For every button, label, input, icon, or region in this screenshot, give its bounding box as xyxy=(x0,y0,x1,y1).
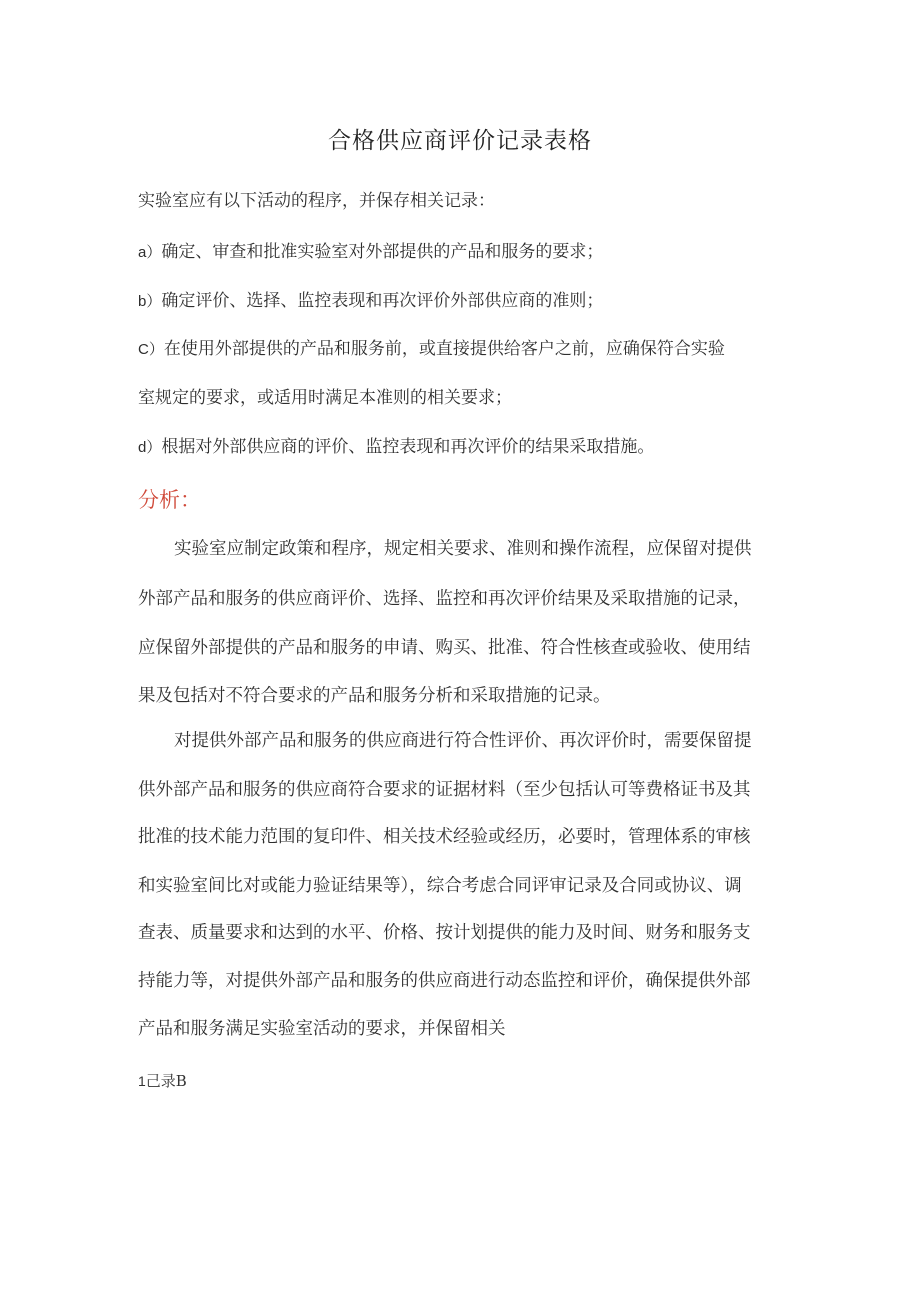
list-item-a xyxy=(138,237,603,262)
paragraph-line: 外部产品和服务的供应商评价、选择、监控和再次评价结果及采取措施的记录， xyxy=(138,589,751,609)
list-item-prefix: d） xyxy=(138,439,162,456)
list-item-text: 根据对外部供应商的评价、监控表现和再次评价的结果采取措施。 xyxy=(161,437,655,457)
paragraph-line: 实验室应制定政策和程序，规定相关要求、准则和操作流程，应保留对提供 xyxy=(174,539,752,559)
list-item-prefix: b） xyxy=(138,293,162,310)
list-item-c-continued xyxy=(138,383,512,408)
footnote-number: 1 xyxy=(138,1073,146,1089)
list-item-b xyxy=(138,286,603,311)
list-item-text: 确定、审查和批准实验室对外部提供的产品和服务的要求； xyxy=(161,242,604,262)
document-title: 合格供应商评价记录表格 xyxy=(328,128,592,154)
intro-text: 实验室应有以下活动的程序，并保存相关记录： xyxy=(138,191,495,211)
list-item-text: 确定评价、选择、监控表现和再次评价外部供应商的准则； xyxy=(161,291,604,311)
paragraph-line: 对提供外部产品和服务的供应商进行符合性评价、再次评价时，需要保留提 xyxy=(174,731,752,751)
list-item-prefix: C） xyxy=(138,341,164,358)
paragraph-line: 产品和服务满足实验室活动的要求，并保留相关 xyxy=(138,1019,506,1039)
analysis-heading: 分析： xyxy=(138,488,201,512)
list-item-text: 在使用外部提供的产品和服务前，或直接提供给客户之前，应确保符合实验 xyxy=(163,339,725,359)
paragraph-line: 持能力等，对提供外部产品和服务的供应商进行动态监控和评价，确保提供外部 xyxy=(138,971,751,991)
list-item-c xyxy=(138,334,725,359)
paragraph-line: 批准的技术能力范围的复印件、相关技术经验或经历，必要时，管理体系的审核 xyxy=(138,827,751,847)
list-item-text: 室规定的要求，或适用时满足本准则的相关要求； xyxy=(138,388,512,408)
paragraph-line: 查表、质量要求和达到的水平、价格、按计划提供的能力及时间、财务和服务支 xyxy=(138,923,751,943)
paragraph-line: 应保留外部提供的产品和服务的申请、购买、批准、符合性核查或验收、使用结 xyxy=(138,638,751,658)
list-item-prefix: a） xyxy=(138,244,162,261)
paragraph-line: 和实验室间比对或能力验证结果等），综合考虑合同评审记录及合同或协议、调 xyxy=(138,876,742,896)
footnote-text: 己录B xyxy=(145,1072,187,1090)
paragraph-line: 果及包括对不符合要求的产品和服务分析和采取措施的记录。 xyxy=(138,686,611,706)
list-item-d xyxy=(138,432,654,457)
paragraph-line: 供外部产品和服务的供应商符合要求的证据材料（至少包括认可等费格证书及其 xyxy=(138,780,751,800)
footnote xyxy=(138,1070,187,1091)
